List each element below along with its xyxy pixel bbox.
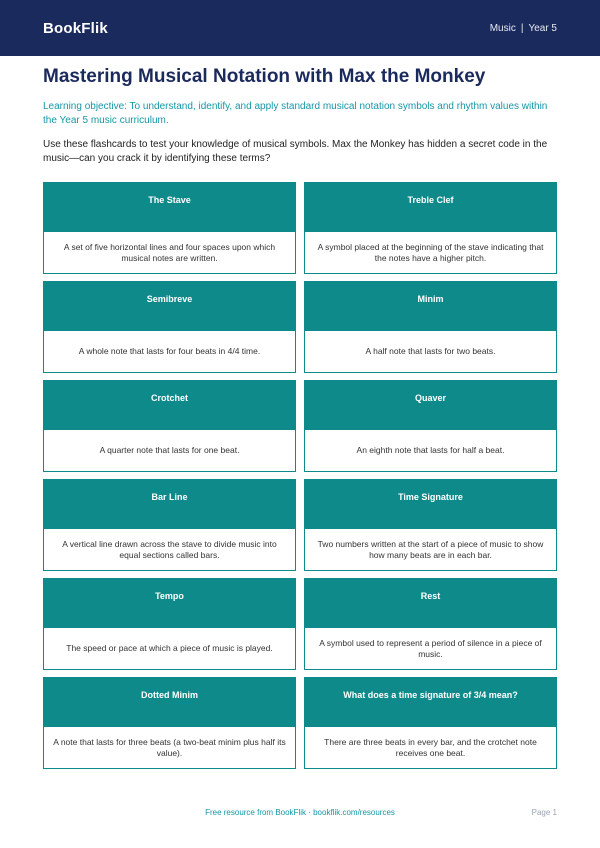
flashcard-term: Tempo — [44, 579, 295, 628]
breadcrumb-year: Year 5 — [528, 22, 557, 34]
breadcrumb — [490, 23, 557, 34]
flashcard-definition: The speed or pace at which a piece of music is played. — [44, 628, 295, 669]
brand-logo[interactable]: BookFlik — [43, 19, 108, 37]
flashcard-grid — [43, 182, 557, 769]
learning-objective: Learning objective: To understand, identify, and apply standard musical notation symbols and rhythm values within the Year 5 music curriculum. — [43, 101, 548, 126]
flashcard-term: The Stave — [44, 183, 295, 232]
breadcrumb-separator: | — [520, 22, 524, 34]
flashcard-definition: A symbol placed at the beginning of the stave indicating that the notes have a higher pitch. — [305, 232, 556, 273]
flashcard[interactable] — [43, 677, 296, 769]
flashcard-term: Minim — [305, 282, 556, 331]
flashcard-definition: An eighth note that lasts for half a beat. — [305, 430, 556, 471]
flashcard[interactable] — [304, 182, 557, 274]
header-bar — [0, 0, 600, 56]
flashcard-term: Bar Line — [44, 480, 295, 529]
flashcard-definition: A half note that lasts for two beats. — [305, 331, 556, 372]
flashcard-term: Treble Clef — [305, 183, 556, 232]
flashcard-term: What does a time signature of 3/4 mean? — [305, 678, 556, 727]
flashcard[interactable] — [304, 479, 557, 571]
flashcard-definition: A vertical line drawn across the stave to divide music into equal sections called bars. — [44, 529, 295, 570]
flashcard-term: Dotted Minim — [44, 678, 295, 727]
flashcard-definition: A note that lasts for three beats (a two-beat minim plus half its value). — [44, 727, 295, 768]
flashcard[interactable] — [43, 281, 296, 373]
flashcard-term: Quaver — [305, 381, 556, 430]
breadcrumb-subject: Music — [489, 22, 516, 34]
flashcard[interactable] — [304, 677, 557, 769]
flashcard-definition: A symbol used to represent a period of silence in a piece of music. — [305, 628, 556, 669]
flashcard-definition: Two numbers written at the start of a piece of music to show how many beats are in each bar. — [305, 529, 556, 570]
flashcard[interactable] — [304, 380, 557, 472]
intro-text: Use these flashcards to test your knowledge of musical symbols. Max the Monkey has hidden a secret code in the music—can you crack it by identifying these terms? — [43, 139, 548, 164]
flashcard-definition: A set of five horizontal lines and four spaces upon which musical notes are written. — [44, 232, 295, 273]
flashcard-definition: A quarter note that lasts for one beat. — [44, 430, 295, 471]
flashcard[interactable] — [43, 182, 296, 274]
flashcard-definition: A whole note that lasts for four beats in 4/4 time. — [44, 331, 295, 372]
flashcard[interactable] — [43, 380, 296, 472]
page-title: Mastering Musical Notation with Max the Monkey — [43, 66, 486, 87]
footer-link[interactable]: Free resource from BookFlik · bookflik.com/resources — [205, 808, 395, 817]
flashcard[interactable] — [304, 281, 557, 373]
flashcard-term: Crotchet — [44, 381, 295, 430]
flashcard-term: Time Signature — [305, 480, 556, 529]
flashcard[interactable] — [43, 479, 296, 571]
flashcard[interactable] — [43, 578, 296, 670]
flashcard-term: Rest — [305, 579, 556, 628]
flashcard-definition: There are three beats in every bar, and the crotchet note receives one beat. — [305, 727, 556, 768]
flashcard-term: Semibreve — [44, 282, 295, 331]
flashcard[interactable] — [304, 578, 557, 670]
page-number: Page 1 — [531, 808, 557, 817]
